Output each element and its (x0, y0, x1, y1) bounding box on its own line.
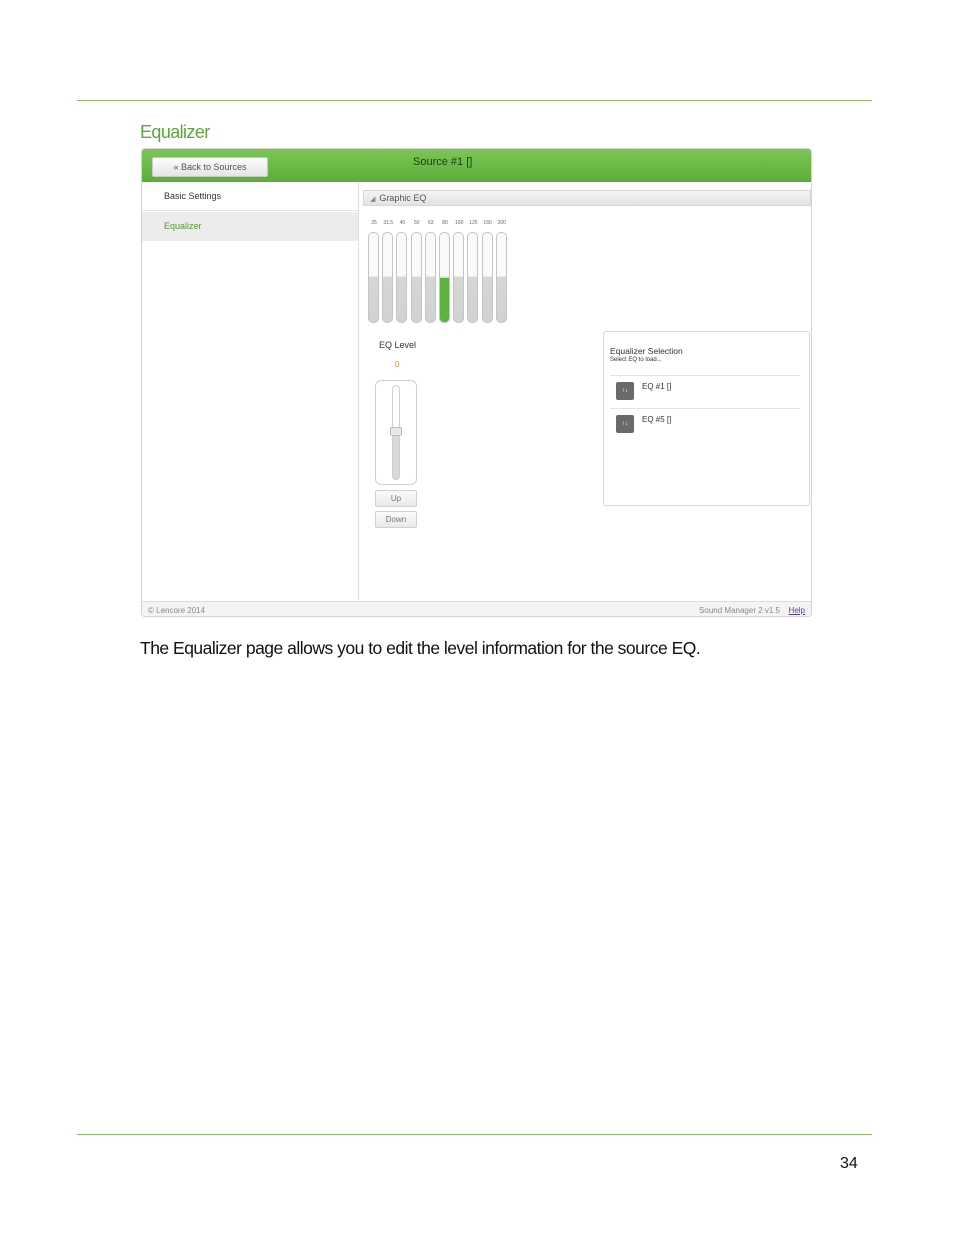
eq-level-value: 0 (394, 360, 400, 369)
up-button[interactable]: Up (375, 490, 417, 507)
eq-band-slider[interactable] (496, 220, 508, 226)
collapse-triangle-icon: ◢ (370, 196, 376, 203)
help-link[interactable]: Help (788, 606, 805, 615)
eq-band-slider[interactable] (411, 220, 423, 226)
eq-band-frequency-label: 40 (399, 220, 406, 226)
source-title: Source #1 [] (413, 156, 473, 168)
eq-band-frequency-label: 160 (483, 220, 492, 226)
sidebar (142, 182, 359, 600)
eq-band-fill (440, 278, 449, 323)
eq-band-frequency-label: 31.5 (383, 220, 394, 226)
eq-band-frequency-label: 25 (371, 220, 377, 226)
equalizer-selection-panel (603, 331, 810, 506)
eq-band-track[interactable] (425, 232, 436, 323)
eq-band-frequency-label: 200 (497, 220, 506, 226)
eq-band-slider[interactable] (439, 220, 451, 226)
eq-band-slider[interactable] (396, 220, 408, 226)
eq-band-track[interactable] (382, 232, 393, 323)
load-eq-icon[interactable]: ↑↓ (616, 415, 634, 433)
description-paragraph: The Equalizer page allows you to edit the level information for the source EQ. (140, 638, 701, 658)
eq-preset-item[interactable] (610, 375, 800, 408)
panel-title: Graphic EQ (379, 193, 427, 203)
eq-band-frequency-label: 100 (455, 220, 464, 226)
eq-band-track[interactable] (439, 232, 450, 323)
eq-band-frequency-label: 50 (413, 220, 420, 226)
eq-band-slider[interactable] (482, 220, 494, 226)
eq-level-label: EQ Level (379, 340, 417, 350)
version-text: Sound Manager 2 v1.5 (699, 606, 780, 615)
eq-band-slider[interactable] (425, 220, 437, 226)
selection-subtitle: Select EQ to load... (610, 357, 662, 363)
eq-band-track[interactable] (467, 232, 478, 323)
selection-title: Equalizer Selection (610, 346, 683, 356)
eq-band-frequency-label: 63 (428, 220, 434, 226)
sidebar-item-equalizer[interactable]: Equalizer (142, 212, 358, 241)
eq-preset-item[interactable] (610, 408, 800, 441)
bottom-rule (77, 1134, 872, 1135)
back-to-sources-button[interactable]: « Back to Sources (152, 157, 268, 177)
app-screenshot (141, 148, 812, 617)
eq-band-slider[interactable] (467, 220, 479, 226)
eq-band-frequency-label: 125 (469, 220, 478, 226)
eq-band-track[interactable] (496, 232, 507, 323)
eq-band-slider[interactable] (382, 220, 394, 226)
top-rule (77, 100, 872, 101)
eq-level-slider[interactable] (375, 380, 417, 485)
eq-band-track[interactable] (411, 232, 422, 323)
eq-preset-name: EQ #1 [] (642, 382, 672, 391)
eq-band-track[interactable] (396, 232, 407, 323)
eq-band-track[interactable] (453, 232, 464, 323)
copyright-text: © Lencore 2014 (148, 606, 206, 615)
eq-band-track[interactable] (368, 232, 379, 323)
eq-band-track[interactable] (482, 232, 493, 323)
app-footer (142, 601, 811, 617)
eq-preset-name: EQ #5 [] (642, 415, 672, 424)
load-eq-icon[interactable]: ↑↓ (616, 382, 634, 400)
section-title: Equalizer (140, 122, 210, 142)
eq-band-slider[interactable] (453, 220, 465, 226)
app-header (142, 149, 811, 182)
eq-band-slider[interactable] (368, 220, 380, 226)
page-number: 34 (840, 1155, 858, 1172)
eq-band-frequency-label: 80 (442, 220, 448, 226)
down-button[interactable]: Down (375, 511, 417, 528)
sidebar-item-basic-settings[interactable]: Basic Settings (142, 182, 358, 211)
graphic-eq-panel-header[interactable] (363, 190, 811, 206)
eq-level-slider-handle[interactable] (390, 427, 402, 436)
